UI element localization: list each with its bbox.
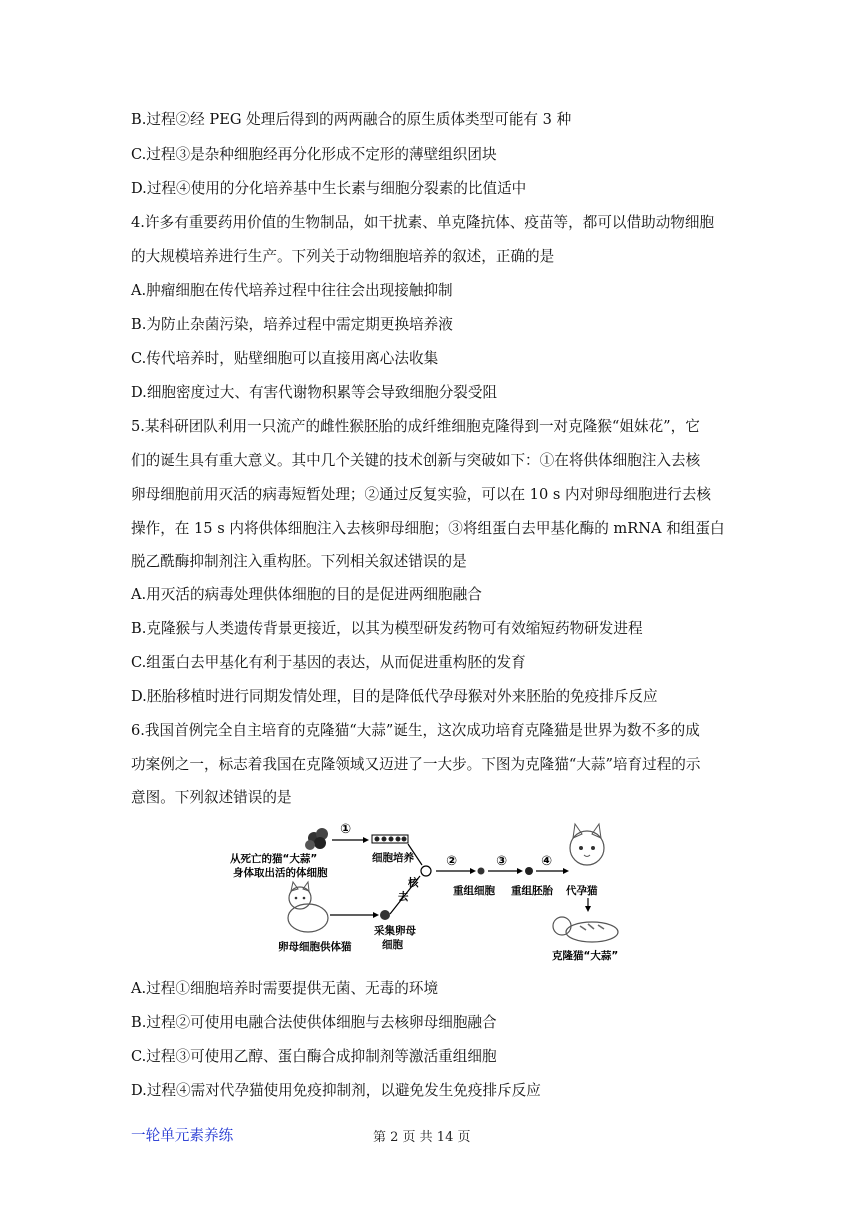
- surrogate-label: 代孕猫: [566, 885, 598, 897]
- reconstructed-embryo-icon: [525, 867, 533, 875]
- egg-donor-label: 卵母细胞供体猫: [278, 941, 352, 953]
- donor-label-line1: 从死亡的猫“大蒜”: [230, 853, 318, 865]
- option-5a: A.用灭活的病毒处理供体细胞的目的是促进两细胞融合: [131, 586, 482, 603]
- clone-label: 克隆猫“大蒜”: [552, 950, 619, 962]
- question-4-stem-1: 4.许多有重要药用价值的生物制品，如干扰素、单克隆抗体、疫苗等，都可以借助动物细胞: [131, 214, 715, 231]
- egg-cell-icon: [380, 910, 390, 920]
- enucleate-label-2: 核: [408, 877, 419, 889]
- question-5-stem-4: 操作，在 15 s 内将供体细胞注入去核卵母细胞；③将组蛋白去甲基化酶的 mRNA 和组蛋白: [131, 520, 725, 537]
- option-6d: D.过程④需对代孕猫使用免疫抑制剂，以避免发生免疫排斥反应: [131, 1082, 541, 1099]
- option-6b: B.过程②可使用电融合法使供体细胞与去核卵母细胞融合: [131, 1014, 497, 1031]
- option-6a: A.过程①细胞培养时需要提供无菌、无毒的环境: [131, 980, 439, 997]
- option-4d: D.细胞密度过大、有害代谢物积累等会导致细胞分裂受阻: [131, 384, 498, 401]
- question-6-stem-3: 意图。下列叙述错误的是: [131, 789, 292, 806]
- option-5b: B.克隆猴与人类遗传背景更接近，以其为模型研发药物可有效缩短药物研发进程: [131, 620, 643, 637]
- step-3-label: ③: [496, 854, 508, 869]
- egg-donor-cat-icon: [288, 882, 328, 932]
- question-4-stem-2: 的大规模培养进行生产。下列关于动物细胞培养的叙述，正确的是: [131, 248, 555, 265]
- question-6-stem-2: 功案例之一，标志着我国在克隆领域又迈进了一大步。下图为克隆猫“大蒜”培育过程的示: [131, 756, 701, 773]
- culture-dish-icon: [372, 835, 408, 843]
- footer-series-title: 一轮单元素养练: [131, 1127, 234, 1144]
- clone-cat-icon: [553, 917, 618, 942]
- option-4a: A.肿瘤细胞在传代培养过程中往往会出现接触抑制: [131, 282, 453, 299]
- reconstructed-cell-icon: [478, 868, 485, 875]
- donor-tissue-icon: [305, 828, 328, 850]
- enucleate-label-1: 去: [398, 891, 409, 903]
- option-4b: B.为防止杂菌污染，培养过程中需定期更换培养液: [131, 316, 453, 333]
- step-4-label: ④: [541, 854, 553, 869]
- question-5-stem-1: 5.某科研团队利用一只流产的雌性猴胚胎的成纤维细胞克隆得到一对克隆猴“姐妹花”，它: [131, 418, 700, 435]
- fused-cell-icon: [421, 866, 431, 876]
- collect-label-2: 细胞: [382, 939, 403, 951]
- option-3c: C.过程③是杂种细胞经再分化形成不定形的薄壁组织团块: [131, 146, 497, 163]
- question-5-stem-5: 脱乙酰酶抑制剂注入重构胚。下列相关叙述错误的是: [131, 553, 467, 570]
- page-number: 第 2 页 共 14 页: [373, 1130, 471, 1145]
- recon-embryo-label: 重组胚胎: [511, 885, 553, 897]
- recon-cell-label: 重组细胞: [453, 885, 495, 897]
- surrogate-cat-icon: [570, 824, 604, 865]
- option-3b: B.过程②经 PEG 处理后得到的两两融合的原生质体类型可能有 3 种: [131, 111, 572, 128]
- donor-label-line2: 身体取出活的体细胞: [233, 867, 328, 879]
- question-5-stem-3: 卵母细胞前用灭活的病毒短暂处理；②通过反复实验，可以在 10 s 内对卵母细胞进行去核: [131, 486, 711, 503]
- step-1-label: ①: [340, 822, 352, 837]
- option-5c: C.组蛋白去甲基化有利于基因的表达，从而促进重构胚的发育: [131, 654, 526, 671]
- question-6-stem-1: 6.我国首例完全自主培育的克隆猫“大蒜”诞生，这次成功培育克隆猫是世界为数不多的成: [131, 722, 700, 739]
- step-2-label: ②: [446, 854, 458, 869]
- cloning-process-diagram: [230, 818, 640, 968]
- option-4c: C.传代培养时，贴壁细胞可以直接用离心法收集: [131, 350, 439, 367]
- question-5-stem-2: 们的诞生具有重大意义。其中几个关键的技术创新与突破如下：①在将供体细胞注入去核: [131, 452, 701, 469]
- option-6c: C.过程③可使用乙醇、蛋白酶合成抑制剂等激活重组细胞: [131, 1048, 497, 1065]
- collect-label-1: 采集卵母: [374, 925, 416, 937]
- culture-label: 细胞培养: [372, 852, 414, 864]
- option-3d: D.过程④使用的分化培养基中生长素与细胞分裂素的比值适中: [131, 180, 527, 197]
- option-5d: D.胚胎移植时进行同期发情处理，目的是降低代孕母猴对外来胚胎的免疫排斥反应: [131, 688, 658, 705]
